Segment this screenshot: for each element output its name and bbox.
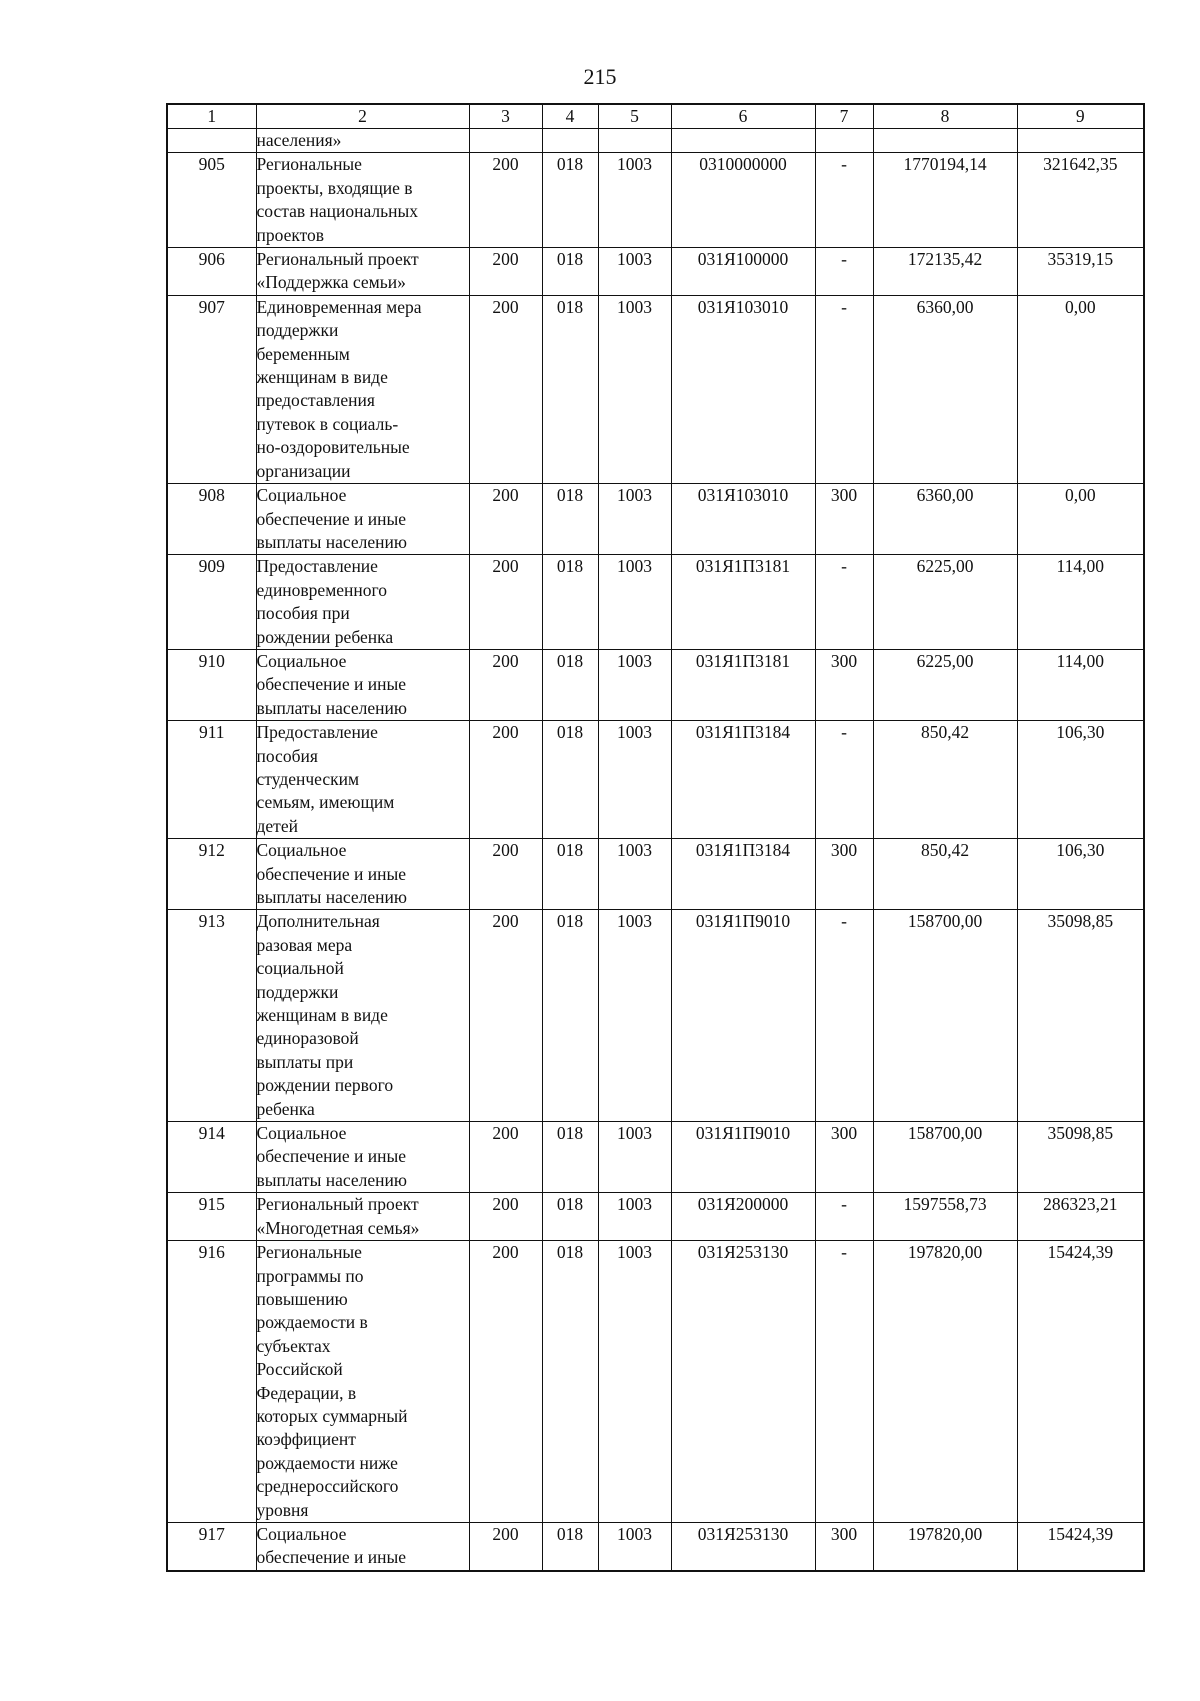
code-cell-col3 — [469, 153, 542, 248]
amount-cell-col8 — [873, 153, 1017, 248]
code-cell-col6-text: 031Я1П3184 — [695, 840, 791, 861]
amount-cell-col9-text: 321642,35 — [1043, 154, 1118, 175]
code-cell-col6-text: 031Я253130 — [697, 1523, 789, 1544]
amount-cell-col9 — [1017, 555, 1144, 650]
amount-cell-col8 — [873, 1241, 1017, 1523]
amount-cell-col9-text: 15424,39 — [1047, 1242, 1114, 1263]
row-number-cell — [167, 1193, 256, 1241]
row-number-cell — [167, 1522, 256, 1570]
code-cell-col7 — [815, 1193, 873, 1241]
code-cell-col5-text: 1003 — [617, 911, 652, 932]
code-cell-col5-text: 1003 — [617, 840, 652, 861]
code-cell-col3-text: 200 — [492, 556, 519, 577]
code-cell-col3-text: 200 — [492, 1242, 519, 1263]
row-name-cell — [256, 484, 469, 555]
amount-cell-col8-text: 6360,00 — [916, 485, 974, 506]
amount-cell-col9 — [1017, 295, 1144, 483]
amount-cell-col9-text: 35098,85 — [1047, 911, 1114, 932]
code-cell-col5-text: 1003 — [617, 485, 652, 506]
code-cell-col6 — [671, 721, 815, 839]
row-number-cell-text: 910 — [198, 650, 225, 671]
table-row — [167, 910, 1144, 1122]
row-number-cell-text: 913 — [198, 911, 225, 932]
column-header: 8 — [873, 104, 1017, 129]
code-cell-col6-text: 031Я253130 — [697, 1242, 789, 1263]
code-cell-col4-text: 018 — [556, 556, 584, 577]
code-cell-col3 — [469, 1522, 542, 1570]
code-cell-col6 — [671, 649, 815, 720]
amount-cell-col9-text: 35319,15 — [1047, 249, 1114, 270]
amount-cell-col9 — [1017, 248, 1144, 296]
row-number-cell — [167, 484, 256, 555]
row-name-cell — [256, 1193, 469, 1241]
row-number-cell-text: 916 — [198, 1242, 225, 1263]
code-cell-col4 — [542, 555, 598, 650]
code-cell-col3-text: 200 — [492, 1523, 519, 1544]
code-cell-col6 — [671, 839, 815, 910]
amount-cell-col8-text: 1770194,14 — [903, 154, 987, 175]
code-cell-col7-text: - — [841, 556, 847, 577]
row-number-cell — [167, 129, 256, 153]
amount-cell-col9-text: 114,00 — [1056, 556, 1104, 577]
code-cell-col4-text: 018 — [556, 296, 584, 317]
column-header: 1 — [167, 104, 256, 129]
column-header: 9 — [1017, 104, 1144, 129]
code-cell-col5 — [598, 1241, 671, 1523]
code-cell-col6 — [671, 248, 815, 296]
code-cell-col5-text: 1003 — [617, 1194, 652, 1215]
amount-cell-col8 — [873, 129, 1017, 153]
amount-cell-col9 — [1017, 1193, 1144, 1241]
row-name-cell-text: Региональный проект «Поддержка семьи» — [256, 249, 419, 293]
header-row — [167, 104, 1144, 129]
code-cell-col7-text: - — [841, 249, 847, 270]
amount-cell-col9 — [1017, 839, 1144, 910]
code-cell-col4 — [542, 839, 598, 910]
code-cell-col4-text: 018 — [556, 485, 584, 506]
code-cell-col3 — [469, 839, 542, 910]
table-row — [167, 1122, 1144, 1193]
code-cell-col6 — [671, 555, 815, 650]
code-cell-col5-text: 1003 — [617, 296, 652, 317]
code-cell-col5 — [598, 153, 671, 248]
table-header — [167, 104, 1144, 129]
code-cell-col7-text: - — [841, 154, 847, 175]
table-row — [167, 1522, 1144, 1570]
code-cell-col5-text: 1003 — [617, 249, 652, 270]
code-cell-col3-text: 200 — [492, 1123, 519, 1144]
table-row — [167, 295, 1144, 483]
code-cell-col3 — [469, 129, 542, 153]
code-cell-col4 — [542, 1522, 598, 1570]
code-cell-col6-text: 031Я103010 — [697, 485, 789, 506]
amount-cell-col8 — [873, 555, 1017, 650]
amount-cell-col9-text: 35098,85 — [1047, 1123, 1114, 1144]
amount-cell-col8-text: 158700,00 — [907, 911, 983, 932]
column-header: 2 — [256, 104, 469, 129]
code-cell-col6-text: 031Я1П9010 — [695, 911, 791, 932]
code-cell-col7-text: - — [841, 296, 847, 317]
table-row — [167, 555, 1144, 650]
amount-cell-col8-text: 158700,00 — [907, 1123, 983, 1144]
code-cell-col4 — [542, 295, 598, 483]
code-cell-col7-text: 300 — [830, 650, 858, 671]
table-row — [167, 153, 1144, 248]
code-cell-col3 — [469, 1122, 542, 1193]
amount-cell-col9 — [1017, 649, 1144, 720]
amount-cell-col8 — [873, 649, 1017, 720]
amount-cell-col8-text: 197820,00 — [907, 1523, 983, 1544]
row-name-cell — [256, 153, 469, 248]
amount-cell-col9-text: 106,30 — [1056, 722, 1105, 743]
amount-cell-col9 — [1017, 484, 1144, 555]
row-name-cell — [256, 248, 469, 296]
code-cell-col3-text: 200 — [492, 249, 519, 270]
code-cell-col3 — [469, 1193, 542, 1241]
amount-cell-col8 — [873, 295, 1017, 483]
amount-cell-col9 — [1017, 1522, 1144, 1570]
code-cell-col4-text: 018 — [556, 840, 584, 861]
row-number-cell — [167, 248, 256, 296]
row-number-cell — [167, 295, 256, 483]
code-cell-col7 — [815, 484, 873, 555]
code-cell-col7 — [815, 129, 873, 153]
code-cell-col6 — [671, 1522, 815, 1570]
row-number-cell — [167, 649, 256, 720]
code-cell-col4-text: 018 — [556, 722, 584, 743]
row-name-cell — [256, 1241, 469, 1523]
code-cell-col5-text: 1003 — [617, 1242, 652, 1263]
amount-cell-col9 — [1017, 1122, 1144, 1193]
code-cell-col5-text: 1003 — [617, 722, 652, 743]
table-row — [167, 1241, 1144, 1523]
column-header: 7 — [815, 104, 873, 129]
row-name-cell-text: Социальное обеспечение и иные выплаты населению — [256, 650, 407, 718]
code-cell-col5-text: 1003 — [617, 154, 652, 175]
row-number-cell — [167, 1122, 256, 1193]
amount-cell-col9-text: 0,00 — [1064, 485, 1096, 506]
amount-cell-col9 — [1017, 129, 1144, 153]
table-body — [167, 129, 1144, 1571]
code-cell-col3-text: 200 — [492, 1194, 519, 1215]
amount-cell-col9-text: 114,00 — [1056, 650, 1104, 671]
budget-table — [166, 103, 1145, 1572]
code-cell-col7-text: 300 — [830, 840, 858, 861]
row-name-cell — [256, 1522, 469, 1570]
table-row — [167, 721, 1144, 839]
amount-cell-col9 — [1017, 153, 1144, 248]
code-cell-col3 — [469, 910, 542, 1122]
code-cell-col7-text: - — [841, 1194, 847, 1215]
code-cell-col7 — [815, 248, 873, 296]
amount-cell-col9 — [1017, 1241, 1144, 1523]
row-number-cell-text: 907 — [198, 296, 225, 317]
code-cell-col3-text: 200 — [492, 840, 519, 861]
code-cell-col4 — [542, 910, 598, 1122]
code-cell-col7 — [815, 295, 873, 483]
code-cell-col7-text: 300 — [830, 1523, 858, 1544]
code-cell-col6 — [671, 153, 815, 248]
amount-cell-col8-text: 850,42 — [920, 840, 970, 861]
code-cell-col4-text: 018 — [556, 1194, 584, 1215]
code-cell-col4 — [542, 153, 598, 248]
code-cell-col6 — [671, 1122, 815, 1193]
code-cell-col7 — [815, 649, 873, 720]
code-cell-col5 — [598, 1522, 671, 1570]
table-row — [167, 248, 1144, 296]
row-number-cell-text: 908 — [198, 485, 225, 506]
page-number: 215 — [583, 64, 617, 89]
code-cell-col4 — [542, 248, 598, 296]
code-cell-col5 — [598, 839, 671, 910]
table-row — [167, 649, 1144, 720]
amount-cell-col8-text: 197820,00 — [907, 1242, 983, 1263]
row-number-cell — [167, 555, 256, 650]
code-cell-col6 — [671, 129, 815, 153]
code-cell-col7 — [815, 1241, 873, 1523]
row-name-cell-text: Региональные программы по повышению рождаемости в субъектах Российской Федерации, в которых суммарный коэффициент рождаемости ниже среднероссийского уровня — [256, 1242, 408, 1520]
code-cell-col7 — [815, 153, 873, 248]
row-name-cell-text: Социальное обеспечение и иные выплаты населению — [256, 1123, 407, 1190]
code-cell-col4-text: 018 — [556, 249, 584, 270]
amount-cell-col8-text: 6360,00 — [916, 296, 974, 317]
code-cell-col7-text: - — [841, 911, 847, 932]
amount-cell-col8-text: 6225,00 — [916, 650, 974, 671]
row-name-cell-text: Социальное обеспечение и иные выплаты населению — [256, 485, 407, 552]
row-number-cell — [167, 839, 256, 910]
amount-cell-col8 — [873, 1193, 1017, 1241]
code-cell-col5 — [598, 721, 671, 839]
code-cell-col6-text: 0310000000 — [699, 154, 787, 175]
code-cell-col6-text: 031Я100000 — [697, 249, 789, 270]
code-cell-col7 — [815, 1522, 873, 1570]
code-cell-col7-text: - — [841, 722, 847, 743]
row-number-cell-text: 909 — [198, 556, 225, 577]
code-cell-col3 — [469, 721, 542, 839]
row-number-cell-text: 915 — [198, 1194, 225, 1215]
row-name-cell-text: Предоставление пособия студенческим семьям, имеющим детей — [256, 722, 395, 836]
amount-cell-col9-text: 15424,39 — [1047, 1523, 1114, 1544]
row-name-cell — [256, 721, 469, 839]
row-name-cell-text: населения» — [256, 130, 342, 150]
row-name-cell — [256, 1122, 469, 1193]
code-cell-col5 — [598, 295, 671, 483]
amount-cell-col8-text: 850,42 — [920, 722, 970, 743]
row-name-cell-text: Единовременная мера поддержки беременным женщинам в виде предоставления путевок в социаль- но-оздоровительные организации — [256, 296, 422, 481]
amount-cell-col8 — [873, 910, 1017, 1122]
code-cell-col6-text: 031Я1П3181 — [695, 650, 791, 671]
code-cell-col3 — [469, 484, 542, 555]
row-name-cell-text: Региональные проекты, входящие в состав национальных проектов — [256, 154, 418, 245]
code-cell-col6 — [671, 484, 815, 555]
amount-cell-col8 — [873, 1522, 1017, 1570]
code-cell-col5 — [598, 649, 671, 720]
amount-cell-col9-text: 286323,21 — [1043, 1194, 1118, 1215]
row-number-cell-text: 914 — [198, 1123, 225, 1144]
code-cell-col7 — [815, 910, 873, 1122]
code-cell-col6 — [671, 910, 815, 1122]
amount-cell-col8-text: 6225,00 — [916, 556, 974, 577]
code-cell-col4 — [542, 721, 598, 839]
code-cell-col7-text: - — [841, 1242, 847, 1263]
code-cell-col7-text: 300 — [830, 1123, 858, 1144]
amount-cell-col9-text: 106,30 — [1056, 840, 1105, 861]
code-cell-col4 — [542, 129, 598, 153]
row-name-cell-text: Дополнительная разовая мера социальной поддержки женщинам в виде единоразовой выплаты при рождении первого ребенка — [256, 911, 394, 1119]
column-header: 5 — [598, 104, 671, 129]
code-cell-col3 — [469, 555, 542, 650]
column-header: 3 — [469, 104, 542, 129]
code-cell-col5-text: 1003 — [617, 650, 652, 671]
code-cell-col4 — [542, 1122, 598, 1193]
code-cell-col5-text: 1003 — [617, 1123, 652, 1144]
code-cell-col5 — [598, 555, 671, 650]
code-cell-col4-text: 018 — [556, 1523, 584, 1544]
code-cell-col4-text: 018 — [556, 1242, 584, 1263]
code-cell-col4-text: 018 — [556, 1123, 584, 1144]
table-row — [167, 484, 1144, 555]
code-cell-col4-text: 018 — [556, 911, 584, 932]
row-number-cell — [167, 153, 256, 248]
code-cell-col5 — [598, 1193, 671, 1241]
amount-cell-col8 — [873, 484, 1017, 555]
code-cell-col7 — [815, 839, 873, 910]
row-number-cell-text: 911 — [198, 722, 225, 743]
code-cell-col6-text: 031Я200000 — [697, 1194, 789, 1215]
code-cell-col4-text: 018 — [556, 154, 584, 175]
code-cell-col4 — [542, 484, 598, 555]
code-cell-col7-text: 300 — [830, 485, 858, 506]
amount-cell-col9-text: 0,00 — [1064, 296, 1096, 317]
row-name-cell — [256, 649, 469, 720]
code-cell-col3 — [469, 248, 542, 296]
row-name-cell — [256, 555, 469, 650]
code-cell-col6-text: 031Я1П3184 — [695, 722, 791, 743]
row-name-cell-text: Региональный проект «Многодетная семья» — [256, 1194, 420, 1238]
row-name-cell — [256, 129, 469, 153]
code-cell-col5-text: 1003 — [617, 556, 652, 577]
code-cell-col5 — [598, 910, 671, 1122]
row-name-cell — [256, 839, 469, 910]
code-cell-col5-text: 1003 — [617, 1523, 652, 1544]
row-name-cell — [256, 295, 469, 483]
code-cell-col7 — [815, 555, 873, 650]
row-number-cell-text: 912 — [198, 840, 225, 861]
code-cell-col7 — [815, 721, 873, 839]
row-name-cell — [256, 910, 469, 1122]
row-name-cell-text: Предоставление единовременного пособия при рождении ребенка — [256, 556, 394, 647]
row-number-cell — [167, 1241, 256, 1523]
column-header: 4 — [542, 104, 598, 129]
code-cell-col3-text: 200 — [492, 650, 519, 671]
code-cell-col6-text: 031Я1П3181 — [695, 556, 791, 577]
table-row — [167, 839, 1144, 910]
column-header: 6 — [671, 104, 815, 129]
row-number-cell — [167, 910, 256, 1122]
table-row — [167, 1193, 1144, 1241]
code-cell-col6-text: 031Я1П9010 — [695, 1123, 791, 1144]
code-cell-col4-text: 018 — [556, 650, 584, 671]
code-cell-col3-text: 200 — [492, 296, 519, 317]
code-cell-col4 — [542, 1193, 598, 1241]
code-cell-col5 — [598, 129, 671, 153]
amount-cell-col8-text: 1597558,73 — [903, 1194, 987, 1215]
amount-cell-col8 — [873, 248, 1017, 296]
code-cell-col5 — [598, 1122, 671, 1193]
row-number-cell-text: 905 — [198, 154, 225, 175]
code-cell-col7 — [815, 1122, 873, 1193]
code-cell-col3 — [469, 1241, 542, 1523]
code-cell-col4 — [542, 1241, 598, 1523]
code-cell-col6 — [671, 295, 815, 483]
row-number-cell-text: 906 — [198, 249, 225, 270]
table-row — [167, 129, 1144, 153]
row-number-cell — [167, 721, 256, 839]
code-cell-col5 — [598, 484, 671, 555]
amount-cell-col8 — [873, 839, 1017, 910]
code-cell-col5 — [598, 248, 671, 296]
amount-cell-col9 — [1017, 721, 1144, 839]
code-cell-col3-text: 200 — [492, 154, 519, 175]
amount-cell-col9 — [1017, 910, 1144, 1122]
code-cell-col3 — [469, 295, 542, 483]
code-cell-col3-text: 200 — [492, 485, 519, 506]
code-cell-col4 — [542, 649, 598, 720]
code-cell-col3-text: 200 — [492, 911, 519, 932]
code-cell-col6 — [671, 1193, 815, 1241]
code-cell-col6 — [671, 1241, 815, 1523]
code-cell-col3-text: 200 — [492, 722, 519, 743]
code-cell-col6-text: 031Я103010 — [697, 296, 789, 317]
amount-cell-col8 — [873, 721, 1017, 839]
row-number-cell-text: 917 — [198, 1523, 225, 1544]
code-cell-col3 — [469, 649, 542, 720]
amount-cell-col8 — [873, 1122, 1017, 1193]
amount-cell-col8-text: 172135,42 — [907, 249, 983, 270]
row-name-cell-text: Социальное обеспечение и иные — [256, 1523, 407, 1568]
row-name-cell-text: Социальное обеспечение и иные выплаты населению — [256, 840, 407, 907]
